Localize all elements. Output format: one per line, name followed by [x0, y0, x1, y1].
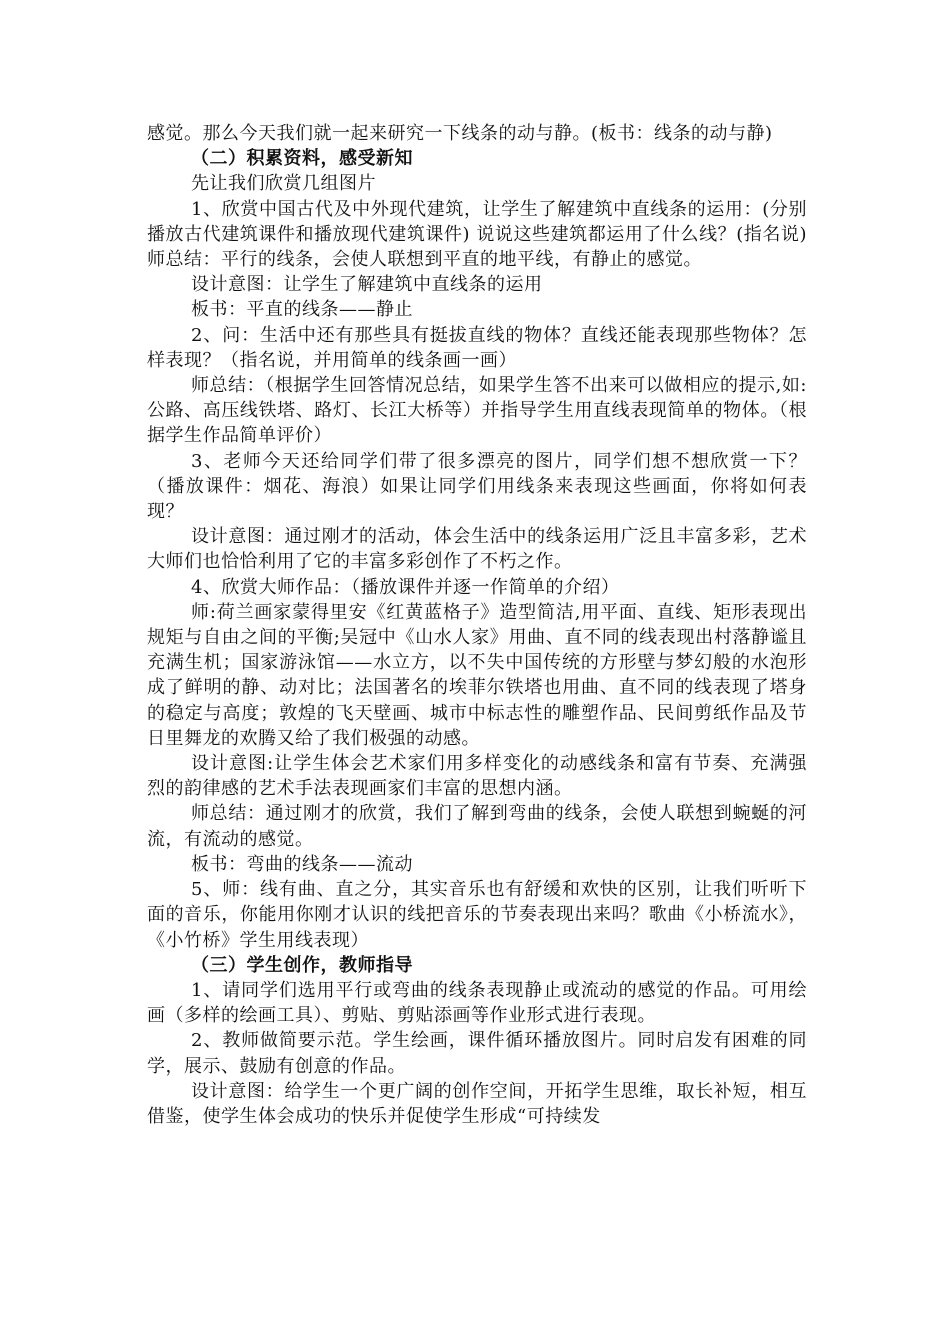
paragraph: 师总结：通过刚才的欣赏，我们了解到弯曲的线条，会使人联想到蜿蜒的河流，有流动的感觉。: [147, 803, 807, 850]
paragraph: 4、欣赏大师作品：（播放课件并逐一作简单的介绍）: [191, 576, 620, 598]
paragraph: 师:荷兰画家蒙得里安《红黄蓝格子》造型简洁,用平面、直线、矩形表现出规矩与自由之间的平衡;吴冠中《山水人家》用曲、直不同的线表现出村落静谧且充满生机；国家游泳馆——水立方，以不失中国传统的方形壁与梦幻般的水泡形成了鲜明的静、动对比；法国著名的埃菲尔铁塔也用曲、直不同的线表现了塔身的稳定与高度；敦煌的飞天壁画、城市中标志性的雕塑作品、民间剪纸作品及节日里舞龙的欢腾又给了我们极强的动感。: [147, 601, 807, 749]
paragraph: 师总结：（根据学生回答情况总结，如果学生答不出来可以做相应的提示,如:公路、高压线铁塔、路灯、长江大桥等）并指导学生用直线表现简单的物体。（根据学生作品简单评价）: [147, 375, 807, 447]
section-heading-2: （二）积累资料，感受新知: [191, 148, 413, 170]
paragraph: 设计意图：通过刚才的活动，体会生活中的线条运用广泛且丰富多彩，艺术大师们也恰恰利用了它的丰富多彩创作了不朽之作。: [147, 526, 807, 573]
paragraph: 1、请同学们选用平行或弯曲的线条表现静止或流动的感觉的作品。可用绘画（多样的绘画工具）、剪贴、剪贴添画等作业形式进行表现。: [147, 979, 807, 1027]
paragraph: 2、问：生活中还有那些具有挺拔直线的物体？直线还能表现那些物体？怎样表现？（指名说，并用简单的线条画一画）: [147, 324, 807, 371]
paragraph: 2、教师做简要示范。学生绘画，课件循环播放图片。同时启发有困难的同学，展示、鼓励有创意的作品。: [147, 1030, 807, 1077]
section-heading-3: （三）学生创作，教师指导: [191, 954, 413, 976]
paragraph: 1、欣赏中国古代及中外现代建筑，让学生了解建筑中直线条的运用：(分别播放古代建筑课件和播放现代建筑课件) 说说这些建筑都运用了什么线？(指名说)师总结：平行的线条，会使人联想到平直的地平线，有静止的感觉。: [147, 198, 807, 271]
paragraph: 3、老师今天还给同学们带了很多漂亮的图片，同学们想不想欣赏一下？（播放课件：烟花、海浪）如果让同学们用线条来表现这些画面，你将如何表现？: [147, 450, 807, 523]
paragraph: 先让我们欣赏几组图片: [191, 173, 376, 195]
paragraph: 5、师：线有曲、直之分，其实音乐也有舒缓和欢快的区别，让我们听听下面的音乐，你能用你刚才认识的线把音乐的节奏表现出来吗？歌曲《小桥流水》，《小竹桥》学生用线表现）: [147, 879, 807, 951]
paragraph: 设计意图:让学生体会艺术家们用多样变化的动感线条和富有节奏、充满强烈的韵律感的艺术手法表现画家们丰富的思想内涵。: [147, 753, 807, 800]
document-page: [147, 121, 807, 1129]
paragraph: 板书：平直的线条——静止: [191, 299, 413, 321]
paragraph: 设计意图：给学生一个更广阔的创作空间，开拓学生思维，取长补短，相互借鉴，使学生体会成功的快乐并促使学生形成“可持续发: [147, 1080, 807, 1127]
paragraph: 板书：弯曲的线条——流动: [191, 853, 413, 875]
paragraph-continuation: 感觉。那么今天我们就一起来研究一下线条的动与静。(板书：线条的动与静): [147, 123, 773, 144]
paragraph: 设计意图：让学生了解建筑中直线条的运用: [191, 274, 543, 296]
